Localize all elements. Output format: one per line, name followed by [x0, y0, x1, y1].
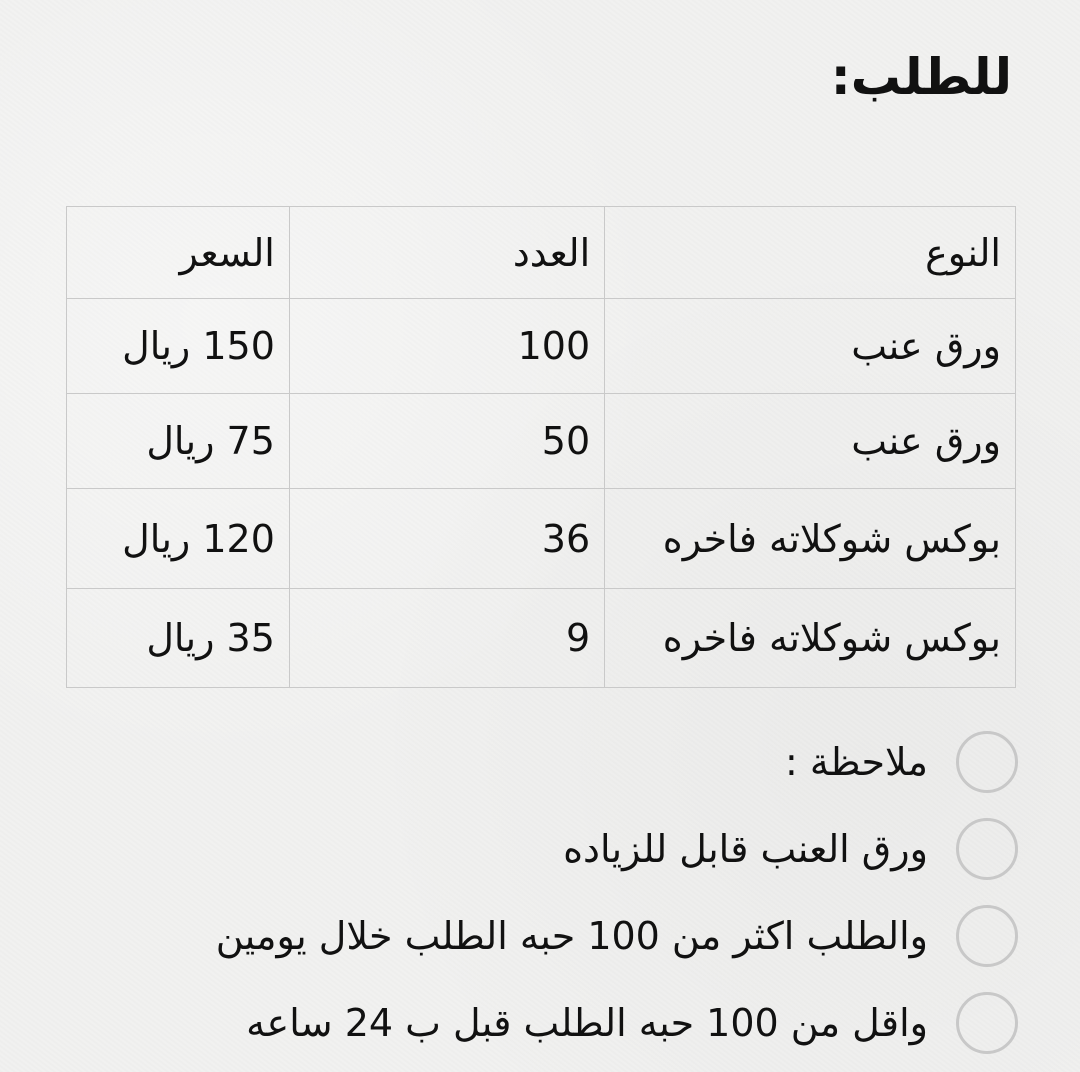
checklist-item-text[interactable]: ورق العنب قابل للزياده	[563, 826, 928, 871]
checklist-item	[58, 805, 1018, 892]
table-row	[67, 394, 1016, 489]
header-type: النوع	[605, 207, 1016, 299]
checkbox-circle-icon[interactable]	[956, 818, 1018, 880]
checklist-item-text[interactable]: والطلب اكثر من 100 حبه الطلب خلال يومين	[215, 913, 928, 958]
checklist-item	[58, 718, 1018, 805]
checklist-item-text[interactable]: ملاحظة :	[785, 739, 928, 784]
checkbox-circle-icon[interactable]	[956, 731, 1018, 793]
cell-price[interactable]: 150 ريال	[67, 299, 290, 394]
checkbox-circle-icon[interactable]	[956, 992, 1018, 1054]
table-row	[67, 589, 1016, 688]
cell-type[interactable]: بوكس شوكلاته فاخره	[605, 589, 1016, 688]
cell-count[interactable]: 100	[289, 299, 604, 394]
cell-price[interactable]: 35 ريال	[67, 589, 290, 688]
cell-count[interactable]: 9	[289, 589, 604, 688]
cell-type[interactable]: بوكس شوكلاته فاخره	[605, 489, 1016, 589]
checklist	[58, 718, 1018, 1066]
table-header-row	[67, 207, 1016, 299]
checklist-item	[58, 892, 1018, 979]
header-count: العدد	[289, 207, 604, 299]
checklist-item	[58, 979, 1018, 1066]
checkbox-circle-icon[interactable]	[956, 905, 1018, 967]
checklist-item-text[interactable]: واقل من 100 حبه الطلب قبل ب 24 ساعه	[246, 1000, 928, 1045]
table-row	[67, 299, 1016, 394]
order-table	[66, 206, 1016, 688]
cell-count[interactable]: 50	[289, 394, 604, 489]
table-row	[67, 489, 1016, 589]
header-price: السعر	[67, 207, 290, 299]
cell-count[interactable]: 36	[289, 489, 604, 589]
cell-type[interactable]: ورق عنب	[605, 299, 1016, 394]
cell-type[interactable]: ورق عنب	[605, 394, 1016, 489]
cell-price[interactable]: 75 ريال	[67, 394, 290, 489]
note-title: للطلب:	[830, 48, 1012, 106]
cell-price[interactable]: 120 ريال	[67, 489, 290, 589]
